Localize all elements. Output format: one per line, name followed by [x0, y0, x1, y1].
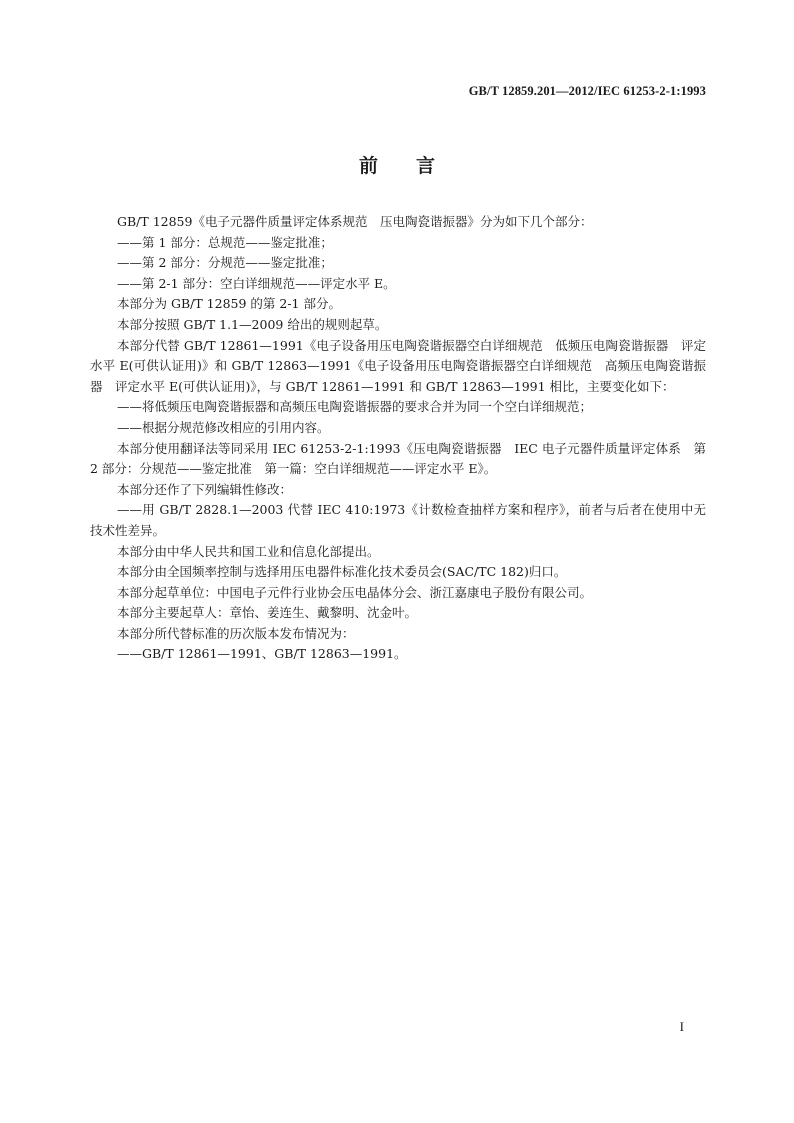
- list-item-change-merge: ——将低频压电陶瓷谐振器和高频压电陶瓷谐振器的要求合并为同一个空白详细规范；: [117, 399, 593, 415]
- list-item-previous-editions: ——GB/T 12861—1991、GB/T 12863—1991。: [117, 646, 407, 662]
- paragraph-editorial-changes: 本部分还作了下列编辑性修改：: [117, 481, 293, 497]
- paragraph-parts-intro: GB/T 12859《电子元器件质量评定体系规范 压电陶瓷谐振器》分为如下几个部分：: [117, 214, 593, 229]
- paragraph-adoption: 本部分使用翻译法等同采用 IEC 61253-2-1:1993《压电陶瓷谐振器 IEC 电子元器件质量评定体系 第 2 部分：分规范——鉴定批准 第一篇：空白详细规范——评定水平 E》。: [90, 440, 706, 477]
- list-item-part-1: ——第 1 部分：总规范——鉴定批准；: [117, 234, 333, 250]
- standard-code-header: GB/T 12859.201—2012/IEC 61253-2-1:1993: [468, 84, 706, 98]
- paragraph-drafters: 本部分主要起草人：章怡、姜连生、戴黎明、沈金叶。: [117, 605, 418, 621]
- list-item-change-references: ——根据分规范修改相应的引用内容。: [117, 419, 330, 435]
- paragraph-under-jurisdiction: 本部分由全国频率控制与选择用压电器件标准化技术委员会(SAC/TC 182)归口。: [117, 564, 567, 580]
- paragraph-drafting-units: 本部分起草单位：中国电子元件行业协会压电晶体分会、浙江嘉康电子股份有限公司。: [117, 584, 593, 600]
- paragraph-replaces: 本部分代替 GB/T 12861—1991《电子设备用压电陶瓷谐振器空白详细规范 低频压电陶瓷谐振器 评定水平 E(可供认证用)》和 GB/T 12863—1991《电子设备用压电陶瓷谐振器空白详细规范 高频压电陶瓷谐振器 评定水平 E(可供认证用)》，与 GB/T 12861—1991 和 GB/T 12863—1991 相比，主要变化如下：: [90, 337, 706, 394]
- page-number: I: [679, 1019, 684, 1034]
- paragraph-drafting-rules: 本部分按照 GB/T 1.1—2009 给出的规则起草。: [117, 316, 388, 332]
- paragraph-proposed-by: 本部分由中华人民共和国工业和信息化部提出。: [117, 543, 380, 559]
- paragraph-previous-editions: 本部分所代替标准的历次版本发布情况为：: [117, 625, 355, 641]
- list-item-part-2-1: ——第 2-1 部分：空白详细规范——评定水平 E。: [117, 275, 396, 291]
- list-item-editorial-change: ——用 GB/T 2828.1—2003 代替 IEC 410:1973《计数检查抽样方案和程序》，前者与后者在使用中无技术性差异。: [90, 502, 706, 538]
- list-item-part-2: ——第 2 部分：分规范——鉴定批准；: [117, 255, 333, 271]
- page-title: 前言: [358, 155, 473, 177]
- foreword-body: [90, 212, 706, 665]
- paragraph-this-part: 本部分为 GB/T 12859 的第 2-1 部分。: [117, 296, 341, 312]
